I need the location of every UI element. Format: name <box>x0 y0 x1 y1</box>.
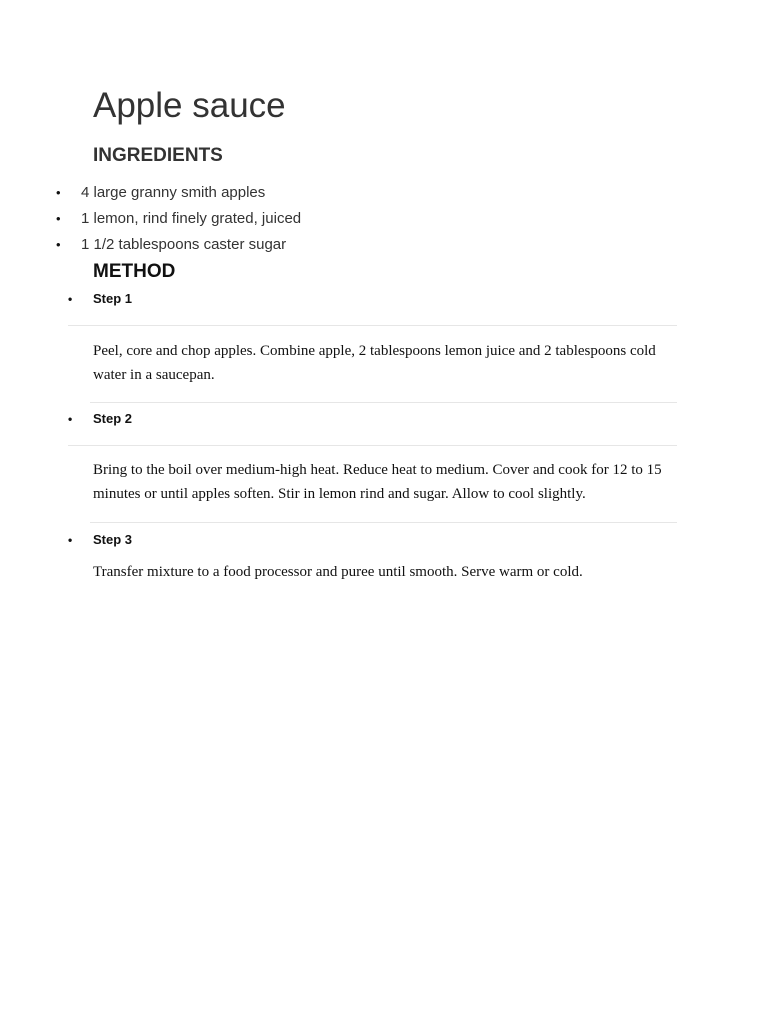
step-1-text: Peel, core and chop apples. Combine apple, 2 tablespoons lemon juice and 2 tablespoons cold water in a saucepan. <box>93 343 656 383</box>
divider <box>68 325 677 326</box>
ingredient-text: 1 1/2 tablespoons caster sugar <box>81 236 287 253</box>
step-3-text: Transfer mixture to a food processor and puree until smooth. Serve warm or cold. <box>93 564 583 580</box>
step-label-text: Step 1 <box>93 291 133 306</box>
bullet-icon: • <box>68 533 73 547</box>
ingredients-heading: INGREDIENTS <box>93 145 223 166</box>
ingredient-text: 1 lemon, rind finely grated, juiced <box>81 210 302 227</box>
bullet-icon: • <box>56 237 61 252</box>
step-3-label <box>0 531 768 549</box>
step-2-label <box>0 410 768 428</box>
step-label-text: Step 2 <box>93 411 133 426</box>
divider <box>90 522 677 523</box>
page-title: Apple sauce <box>93 86 286 125</box>
divider <box>68 445 677 446</box>
bullet-icon: • <box>56 211 61 226</box>
bullet-icon: • <box>56 185 61 200</box>
method-heading: METHOD <box>93 261 176 282</box>
step-label-text: Step 3 <box>93 532 133 547</box>
step-2-text: Bring to the boil over medium-high heat. Reduce heat to medium. Cover and cook for 12 to 15 minutes or until apples soften. Stir in lemon rind and sugar. Allow to cool slightly. <box>93 462 662 502</box>
ingredient-text: 4 large granny smith apples <box>81 184 266 201</box>
step-1-label <box>0 290 768 308</box>
divider <box>90 402 677 403</box>
bullet-icon: • <box>68 412 73 426</box>
bullet-icon: • <box>68 292 73 306</box>
